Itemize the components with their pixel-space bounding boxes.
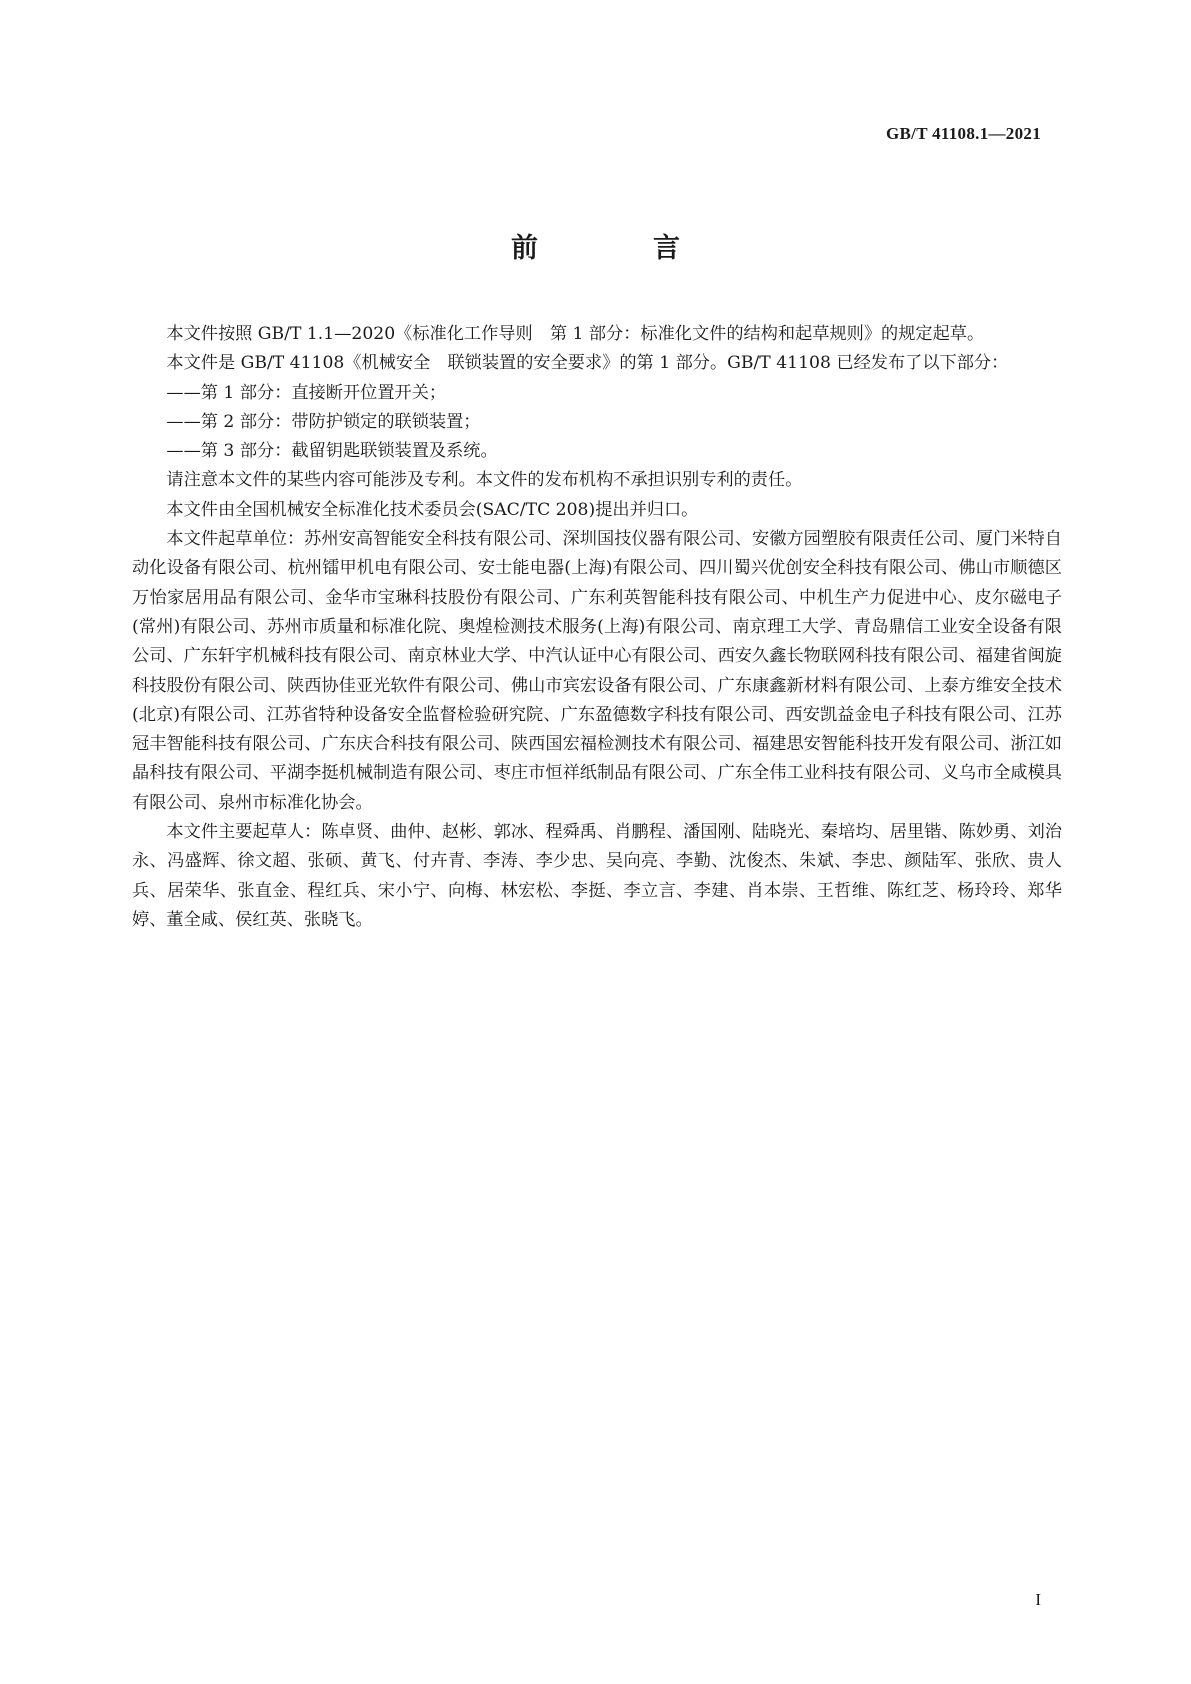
preface-body [132, 320, 1062, 935]
paragraph-patent-notice: 请注意本文件的某些内容可能涉及专利。本文件的发布机构不承担识别专利的责任。 [166, 470, 803, 491]
page-number: I [1035, 1590, 1041, 1609]
paragraph-drafters: 本文件主要起草人：陈卓贤、曲仲、赵彬、郭冰、程舜禹、肖鹏程、潘国刚、陆晓光、秦培均、居里锴、陈妙勇、刘治永、冯盛辉、徐文超、张硕、黄飞、付卉青、李涛、李少忠、吴向亮、李勤、沈俊杰、朱斌、李忠、颜陆军、张欣、贵人兵、居荣华、张直金、程红兵、宋小宁、向梅、林宏松、李挺、李立言、李建、肖本崇、王哲维、陈红芝、杨玲玲、郑华婷、董全咸、侯红英、张晓飞。 [132, 822, 1062, 930]
list-item-part-1: ——第 1 部分：直接断开位置开关； [166, 382, 447, 403]
paragraph-committee: 本文件由全国机械安全标准化技术委员会(SAC/TC 208)提出并归口。 [166, 499, 699, 520]
list-item-part-3: ——第 3 部分：截留钥匙联锁装置及系统。 [166, 441, 498, 462]
page-title: 前 言 [511, 233, 724, 264]
list-item-part-2: ——第 2 部分：带防护锁定的联锁装置； [166, 411, 481, 432]
paragraph-series-intro: 本文件是 GB/T 41108《机械安全 联锁装置的安全要求》的第 1 部分。GB/T 41108 已经发布了以下部分： [166, 353, 1009, 374]
paragraph-drafting-organizations: 本文件起草单位：苏州安高智能安全科技有限公司、深圳国技仪器有限公司、安徽方园塑胶有限责任公司、厦门米特自动化设备有限公司、杭州镭甲机电有限公司、安士能电器(上海)有限公司、四川蜀兴优创安全科技有限公司、佛山市顺德区万怡家居用品有限公司、金华市宝琳科技股份有限公司、广东利英智能科技有限公司、中机生产力促进中心、皮尔磁电子(常州)有限公司、苏州市质量和标准化院、奥煌检测技术服务(上海)有限公司、南京理工大学、青岛鼎信工业安全设备有限公司、广东轩宇机械科技有限公司、南京林业大学、中汽认证中心有限公司、西安久鑫长物联网科技有限公司、福建省闽旋科技股份有限公司、陕西协佳亚光软件有限公司、佛山市宾宏设备有限公司、广东康鑫新材料有限公司、上泰方维安全技术(北京)有限公司、江苏省特种设备安全监督检验研究院、广东盈德数字科技有限公司、西安凯益金电子科技有限公司、江苏冠丰智能科技有限公司、广东庆合科技有限公司、陕西国宏福检测技术有限公司、福建思安智能科技开发有限公司、浙江如晶科技有限公司、平湖李挺机械制造有限公司、枣庄市恒祥纸制品有限公司、广东全伟工业科技有限公司、义乌市全咸模具有限公司、泉州市标准化协会。 [132, 529, 1062, 813]
paragraph-drafting-rules: 本文件按照 GB/T 1.1—2020《标准化工作导则 第 1 部分：标准化文件的结构和起草规则》的规定起草。 [166, 324, 985, 344]
standard-number: GB/T 41108.1—2021 [886, 124, 1041, 143]
